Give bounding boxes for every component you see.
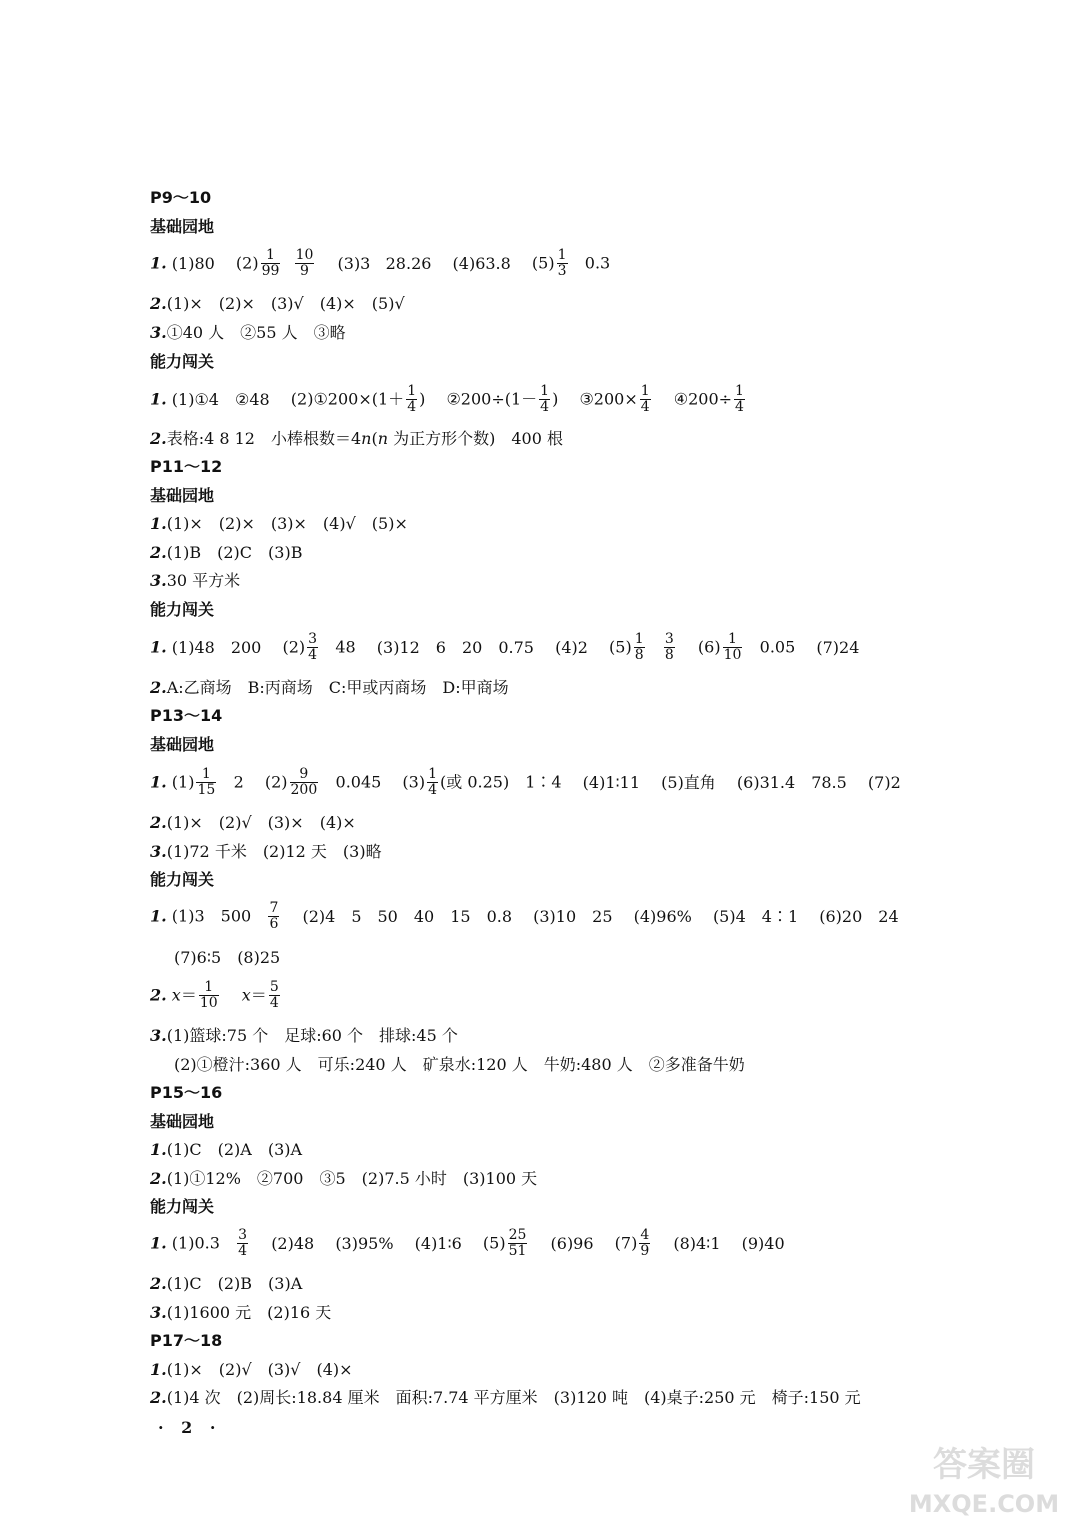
answer-line: 2.(1)× (2)√ (3)× (4)× — [150, 813, 356, 832]
answer-segment: (8)4∶1 — [673, 1233, 721, 1253]
answer-line: 2.A:乙商场 B:丙商场 C:甲或丙商场 D:甲商场 — [150, 678, 509, 697]
answer-segment: (9)40 — [741, 1233, 785, 1253]
answer-line: 2.(1)B (2)C (3)B — [150, 543, 303, 562]
answer-segment: (5)4 4∶1 — [712, 906, 799, 926]
answer-segment: (7) $\frac{4}{9}$ — [614, 1227, 650, 1260]
answer-segment: (1)48 200 — [171, 637, 262, 657]
answer-line: 1.(1)C (2)A (3)A — [150, 1140, 303, 1159]
answer-segment: (6)31.4 78.5 — [736, 772, 847, 792]
section-title-p15-16: P15～16 — [150, 1083, 223, 1102]
page-number: · 2 · — [158, 1418, 222, 1437]
answer-segment: (5) $\frac{1}{3}$ 0.3 — [531, 247, 611, 280]
fraction: $\frac{3}{4}$ — [308, 631, 318, 664]
answer-segment: (3)95% — [335, 1233, 394, 1253]
answer-line: 3.(1)72 千米 (2)12 天 (3)略 — [150, 842, 382, 861]
answer-segment: (2) $\frac{1}{99}$ $\frac{10}{9}$ — [235, 247, 314, 280]
answer-line: 1. (1)48 200 (2) $\frac{3}{4}$ 48 (3)12 6 20 0.75 (4)2 (5) $\frac{1}{8}$ $\frac{3}{8}$ (6) $\frac{1}{10}$ 0.05 (7)24 — [150, 631, 860, 664]
answer-line: 2.(1)①12% ②700 ③5 (2)7.5 小时 (3)100 天 — [150, 1169, 538, 1188]
watermark-bottom-text: MXQE.COM — [908, 1490, 1060, 1518]
answer-line — [150, 248, 610, 280]
fraction: $\frac{10}{9}$ — [295, 247, 314, 280]
fraction: $\frac{4}{9}$ — [640, 1227, 650, 1260]
fraction: $\frac{1}{4}$ — [640, 383, 650, 416]
answer-line: 2.(1)C (2)B (3)A — [150, 1274, 303, 1293]
fraction: $\frac{1}{4}$ — [540, 383, 550, 416]
answer-segment: (4)1∶6 — [414, 1233, 462, 1253]
answer-line: 3.①40 人 ②55 人 ③略 — [150, 323, 346, 342]
fraction: $\frac{25}{51}$ — [508, 1227, 527, 1260]
answer-segment: (5)直角 — [661, 772, 716, 792]
fraction: $\frac{1}{10}$ — [723, 631, 742, 664]
answer-line: 3.30 平方米 — [150, 571, 241, 590]
subsection-nengli: 能力闯关 — [150, 352, 215, 371]
item-number: 1. — [150, 253, 167, 273]
subsection-jichu: 基础园地 — [150, 217, 215, 236]
answer-line: 2. x＝ $\frac{1}{10}$ x＝ $\frac{5}{4}$ — [150, 980, 282, 1012]
fraction: $\frac{1}{4}$ — [735, 383, 744, 416]
fraction: $\frac{1}{8}$ — [634, 631, 644, 664]
fraction: $\frac{1}{4}$ — [407, 383, 417, 416]
subsection-jichu: 基础园地 — [150, 1112, 215, 1131]
answer-segment: (3) $\frac{1}{4}$ (或 0.25) 1∶4 — [402, 766, 562, 799]
fraction: $\frac{1}{15}$ — [197, 766, 216, 799]
subsection-nengli: 能力闯关 — [150, 870, 215, 889]
answer-segment: ④200÷ $\frac{1}{4}$ — [673, 383, 744, 416]
answer-segment: (2)48 — [271, 1233, 315, 1253]
answer-segment: (1)3 500 $\frac{7}{6}$ — [171, 900, 279, 933]
subsection-nengli: 能力闯关 — [150, 600, 215, 619]
answer-line: 3.(1)1600 元 (2)16 天 — [150, 1303, 332, 1322]
answer-segment: (7)24 — [816, 637, 860, 657]
answer-segment: ②200÷(1－ $\frac{1}{4}$ ) — [446, 383, 559, 416]
fraction: $\frac{9}{200}$ — [290, 766, 318, 799]
answer-segment: (6)20 24 — [819, 906, 899, 926]
answer-segment: x＝ $\frac{1}{10}$ — [171, 979, 218, 1012]
answer-segment: (4)63.8 — [452, 253, 511, 273]
fraction: $\frac{3}{4}$ — [238, 1227, 248, 1260]
answer-line: 2.表格:4 8 12 小棒根数＝4n(n 为正方形个数) 400 根 — [150, 429, 564, 448]
answer-line: 1.(1)× (2)√ (3)√ (4)× — [150, 1360, 353, 1379]
answer-line: 1.(1)× (2)× (3)× (4)√ (5)× — [150, 514, 408, 533]
answer-line: 2.(1)× (2)× (3)√ (4)× (5)√ — [150, 294, 405, 313]
fraction: $\frac{7}{6}$ — [269, 900, 279, 933]
watermark-top-text: 答案圈 — [933, 1445, 1035, 1485]
answer-segment: (5) $\frac{25}{51}$ — [482, 1227, 527, 1260]
answer-line: 1. (1)3 500 $\frac{7}{6}$ (2)4 5 50 40 15 0.8 (3)10 25 (4)96% (5)4 4∶1 (6)20 24 — [150, 900, 899, 933]
fraction: $\frac{3}{8}$ — [664, 631, 674, 664]
answer-line: 1. (1)①4 ②48 (2)①200×(1＋ $\frac{1}{4}$ ) ②200÷(1－ $\frac{1}{4}$ ) ③200× $\frac{1}{4}$ ④200÷ $\frac{1}{4}$ — [150, 384, 747, 416]
answer-line: (7)6∶5 (8)25 — [174, 948, 281, 967]
answer-segment: (3)3 28.26 — [337, 253, 432, 273]
fraction: $\frac{1}{99}$ — [261, 247, 280, 280]
answer-line: 1. (1)0.3 $\frac{3}{4}$ (2)48 (3)95% (4)1∶6 (5) $\frac{25}{51}$ (6)96 (7) $\frac{4}{9}$ (8)4∶1 (9)40 — [150, 1227, 785, 1260]
section-title-p9-10: P9～10 — [150, 188, 212, 207]
answer-line: 2.(1)4 次 (2)周长:18.84 厘米 面积:7.74 平方厘米 (3)120 吨 (4)桌子:250 元 椅子:150 元 — [150, 1388, 861, 1407]
answer-segment: (4)1∶11 — [582, 772, 641, 792]
answer-segment: (1)0.3 $\frac{3}{4}$ — [171, 1227, 248, 1260]
fraction: $\frac{1}{3}$ — [557, 247, 567, 280]
answer-segment: (3)12 6 20 0.75 — [376, 637, 534, 657]
answer-line: (2)①橙汁:360 人 可乐:240 人 矿泉水:120 人 牛奶:480 人 ②多准备牛奶 — [174, 1055, 745, 1074]
answer-segment: (1) $\frac{1}{15}$ 2 — [171, 766, 244, 799]
answer-segment: x＝ $\frac{5}{4}$ — [241, 979, 279, 1012]
subsection-nengli: 能力闯关 — [150, 1197, 215, 1216]
subsection-jichu: 基础园地 — [150, 486, 215, 505]
watermark-logo — [896, 1436, 1072, 1520]
answer-segment: (2) $\frac{9}{200}$ 0.045 — [264, 766, 382, 799]
answer-segment: (6)96 — [550, 1233, 594, 1253]
answer-line: 1. (1) $\frac{1}{15}$ 2 (2) $\frac{9}{200}$ 0.045 (3) $\frac{1}{4}$ (或 0.25) 1∶4 (4)1∶11 (5)直角 (6)31.4 78.5 (7)2 — [150, 766, 901, 799]
answer-segment: (1)80 — [171, 253, 215, 273]
answer-segment: (3)10 25 — [533, 906, 613, 926]
answer-segment: (4)2 — [555, 637, 588, 657]
answer-segment: (2)4 5 50 40 15 0.8 — [302, 906, 513, 926]
section-title-p11-12: P11～12 — [150, 457, 223, 476]
answer-segment: (6) $\frac{1}{10}$ 0.05 — [697, 631, 796, 664]
section-title-p17-18: P17～18 — [150, 1331, 223, 1350]
answer-segment: (5) $\frac{1}{8}$ $\frac{3}{8}$ — [609, 631, 674, 664]
fraction: $\frac{5}{4}$ — [269, 979, 279, 1012]
answer-segment: (2) $\frac{3}{4}$ 48 — [282, 631, 356, 664]
answer-line: 3.(1)篮球:75 个 足球:60 个 排球:45 个 — [150, 1026, 458, 1045]
answer-segment: (1)①4 ②48 — [171, 389, 270, 409]
answer-segment: (7)2 — [867, 772, 901, 792]
answer-segment: ③200× $\frac{1}{4}$ — [579, 383, 650, 416]
subsection-jichu: 基础园地 — [150, 735, 215, 754]
answer-segment: (4)96% — [633, 906, 692, 926]
fraction: $\frac{1}{10}$ — [199, 979, 218, 1012]
fraction: $\frac{1}{4}$ — [428, 766, 438, 799]
answer-segment: (2)①200×(1＋ $\frac{1}{4}$ ) — [290, 383, 426, 416]
section-title-p13-14: P13～14 — [150, 706, 223, 725]
